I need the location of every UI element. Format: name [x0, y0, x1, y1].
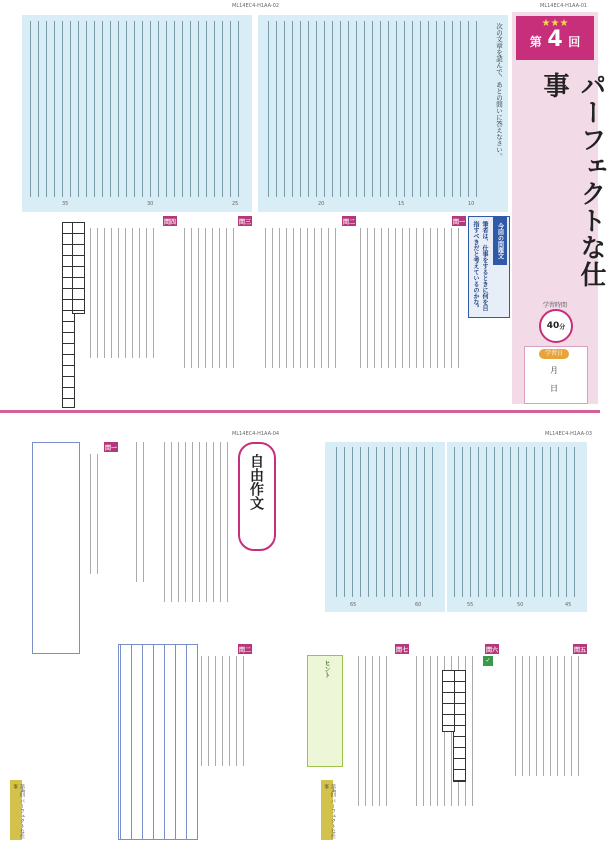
page-divider — [0, 410, 600, 413]
passage-box-continued-right — [447, 442, 587, 612]
free-essay-note — [130, 442, 150, 582]
free-essay-title-box — [238, 442, 276, 551]
footer-label: 第4回 パーフェクトな仕事 — [323, 784, 336, 839]
lesson-suffix: 回 — [568, 35, 581, 49]
question-3-tag: 問三 — [238, 216, 252, 226]
month-label: 月 — [550, 366, 558, 375]
question-1-text — [355, 228, 465, 368]
question-2-tag: 問二 — [342, 216, 356, 226]
line-number: 55 — [467, 602, 474, 608]
question-2-text — [262, 228, 342, 368]
question-5-tag: 問五 — [573, 644, 587, 654]
header-code: ML14EC4-H1AA-04 — [232, 431, 280, 437]
question-6-tag: 問六 — [485, 644, 499, 654]
study-time-value: 40 — [546, 321, 560, 331]
header-code-left: ML14EC4-H1AA-02 — [232, 3, 280, 9]
page-questions-continued — [305, 430, 600, 850]
passage-box-left — [22, 15, 252, 212]
study-date-box[interactable] — [524, 346, 588, 404]
essay-question-1-tag: 問一 — [104, 442, 118, 452]
question-7-tag: 問七 — [395, 644, 409, 654]
line-number: 30 — [147, 201, 154, 207]
question-7-text — [355, 656, 393, 806]
page-top-spread — [0, 0, 606, 418]
day-label: 日 — [550, 384, 558, 393]
essay-answer-box-1[interactable] — [32, 442, 80, 654]
line-number: 65 — [350, 602, 357, 608]
study-time-unit: 分 — [559, 323, 566, 331]
lesson-title-panel — [512, 12, 606, 404]
study-time-label: 学習時間 — [542, 302, 567, 309]
line-number: 25 — [232, 201, 239, 207]
line-number: 50 — [517, 602, 524, 608]
theme-label: 今回の問題文 — [493, 217, 507, 265]
question-4-tag: 問四 — [163, 216, 177, 226]
hint-label: ヒント — [323, 660, 330, 678]
line-number: 45 — [565, 602, 572, 608]
header-code-right: ML14EC4-H1AA-01 — [540, 3, 588, 9]
footer-tab — [321, 780, 336, 840]
page-free-essay — [0, 430, 300, 850]
footer-tab — [10, 780, 25, 840]
study-time-badge — [539, 309, 573, 343]
difficulty-stars: ★★★ — [541, 18, 569, 29]
line-number: 35 — [62, 201, 69, 207]
hint-icon: ✓ — [483, 656, 493, 666]
question-4-text — [90, 228, 160, 358]
essay-question-1-text — [84, 454, 104, 574]
passage-intro: 次の文章を読んで、あとの問いに答えなさい。 — [495, 23, 503, 160]
answer-grid-q4b[interactable] — [72, 222, 85, 314]
lesson-prefix: 第 — [529, 35, 542, 49]
passage-box-continued-left — [325, 442, 445, 612]
theme-text: 筆者は、仕事をするときに何を目指すべきだと考えているのかな。 — [472, 221, 488, 311]
lesson-number: 4 — [547, 27, 563, 52]
essay-question-2-tag: 問二 — [238, 644, 252, 654]
question-3-text — [180, 228, 240, 368]
essay-answer-grid-2[interactable] — [118, 644, 198, 840]
free-essay-intro — [160, 442, 234, 602]
lesson-title: パーフェクトな仕事 — [539, 72, 606, 288]
question-5-text — [515, 656, 585, 776]
answer-grid-q6b[interactable] — [442, 670, 455, 732]
theme-box — [468, 216, 510, 318]
line-number: 10 — [468, 201, 475, 207]
question-1-tag: 問一 — [452, 216, 466, 226]
line-number: 60 — [415, 602, 422, 608]
free-essay-title: 自由作文 — [248, 454, 264, 510]
hint-box — [307, 655, 343, 767]
passage-box-right — [258, 15, 508, 212]
footer-label: 第4回 パーフェクトな仕事 — [12, 784, 25, 839]
essay-question-2-text — [200, 656, 250, 766]
line-number: 15 — [398, 201, 405, 207]
line-number: 20 — [318, 201, 325, 207]
lesson-header — [516, 16, 594, 60]
study-date-label: 学習日 — [539, 349, 569, 359]
header-code: ML14EC4-H1AA-03 — [545, 431, 593, 437]
